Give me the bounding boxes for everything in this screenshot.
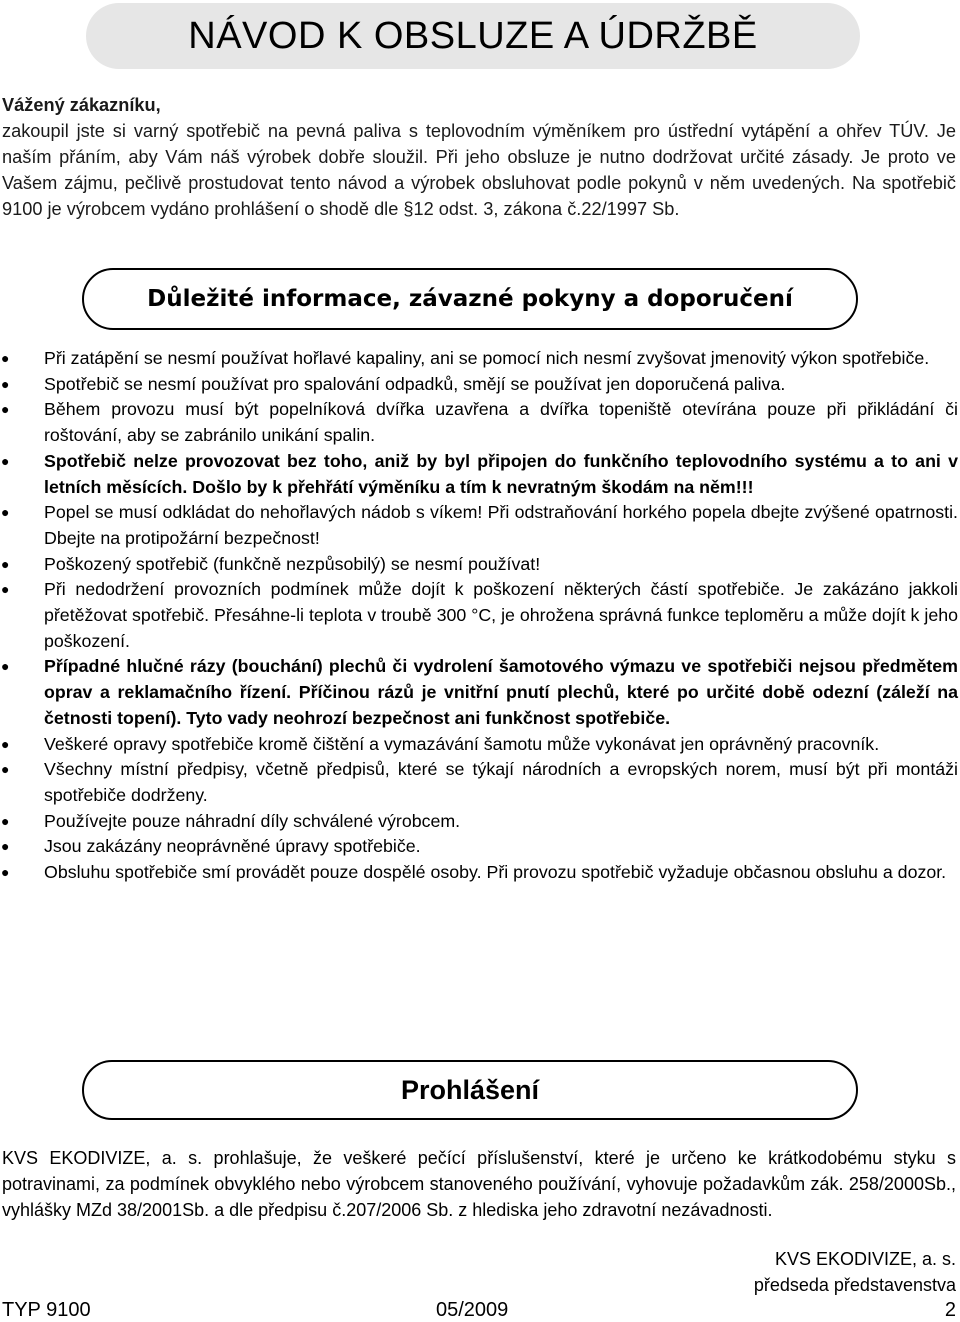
list-item — [0, 346, 958, 372]
list-item-text: Spotřebič se nesmí používat pro spalování odpadků, smějí se používat jen doporučená paliva. — [44, 373, 786, 394]
list-item-text: Během provozu musí být popelníková dvířka uzavřena a dvířka topeniště otevírána pouze při přikládání či roštování, aby se zabránilo unikání spalin. — [44, 399, 958, 446]
declaration-text: KVS EKODIVIZE, a. s. prohlašuje, že veškeré pečící příslušenství, které je určeno ke krátkodobému styku s potravinami, za podmínek obvyklého nebo výrobcem stanoveného používání, vyhovuje požadavkům zák. 258/2000Sb., vyhlášky MZd 38/2001Sb. a dle předpisu č.207/2006 Sb. z hlediska jeho zdravotní nezávadnosti. — [2, 1148, 956, 1220]
list-item — [0, 397, 958, 448]
list-item-text: Veškeré opravy spotřebiče kromě čištění a vymazávání šamotu může vykonávat jen oprávněný pracovník. — [44, 733, 880, 754]
list-item — [0, 552, 958, 578]
footer-page-number: 2 — [944, 1299, 956, 1321]
bullet-icon: ● — [1, 735, 10, 752]
list-item — [0, 500, 958, 551]
important-list — [0, 346, 958, 886]
list-item-text: Při nedodržení provozních podmínek může dojít k poškození některých částí spotřebiče. Je zakázáno jakkoli přetěžovat spotřebič. Přesáhne-li teplota v troubě 300 °C, je ohrožena správná funkce teploměru a může dojít k jeho poškození. — [44, 579, 958, 651]
list-item-text: Poškozený spotřebič (funkčně nezpůsobilý) se nesmí používat! — [44, 553, 541, 574]
list-item — [0, 809, 958, 835]
bullet-icon: ● — [1, 504, 10, 521]
intro-text: zakoupil jste si varný spotřebič na pevná paliva s teplovodním výměníkem pro ústřední vytápění a ohřev TÚV. Je naším přáním, aby Vám náš výrobek dobře sloužil. Při jeho obsluze je nutno dodržovat určité zásady. Je proto ve Vašem zájmu, pečlivě prostudovat tento návod a výrobek obsluhovat podle pokynů v něm uvedených. Na spotřebič 9100 je výrobcem vydáno prohlášení o shodě dle §12 odst. 3, zákona č.22/1997 Sb. — [2, 121, 956, 219]
title-banner — [86, 3, 860, 69]
bullet-icon: ● — [1, 761, 10, 778]
list-item — [0, 834, 958, 860]
bullet-icon: ● — [1, 401, 10, 418]
list-item — [0, 757, 958, 808]
declaration-heading-box — [82, 1060, 858, 1120]
bullet-icon: ● — [1, 350, 10, 366]
bullet-icon: ● — [1, 375, 10, 392]
list-item — [0, 577, 958, 654]
signature-block — [754, 1247, 956, 1298]
footer-date: 05/2009 — [436, 1299, 509, 1321]
footer-model: TYP 9100 — [2, 1299, 91, 1321]
bullet-icon: ● — [1, 452, 10, 469]
bullet-icon: ● — [1, 555, 10, 572]
page-title: NÁVOD K OBSLUZE A ÚDRŽBĚ — [188, 14, 758, 57]
important-heading-box — [82, 268, 858, 330]
bullet-icon: ● — [1, 658, 10, 675]
list-item-text: Popel se musí odkládat do nehořlavých nádob s víkem! Při odstraňování horkého popela dbejte zvýšené opatrnosti. Dbejte na protipožární bezpečnost! — [44, 502, 958, 548]
bullet-icon: ● — [1, 864, 10, 881]
declaration-heading: Prohlášení — [400, 1074, 540, 1105]
list-item-text: Případné hlučné rázy (bouchání) plechů či vydrolení šamotového výmazu ve spotřebiči nejsou předmětem oprav a reklamačního řízení. Příčinou rázů je vnitřní pnutí plechů, které po určité době odezní (záleží na četnosti topení). Tyto vady neohrozí bezpečnost ani funkčnost spotřebiče. — [44, 656, 958, 728]
greeting: Vážený zákazníku, — [2, 95, 161, 115]
bullet-icon: ● — [1, 838, 10, 855]
list-item — [0, 372, 958, 398]
bullet-icon: ● — [1, 812, 10, 829]
list-item — [0, 732, 958, 758]
list-item-text: Při zatápění se nesmí používat hořlavé kapaliny, ani se pomocí nich nesmí zvyšovat jmenovitý výkon spotřebiče. — [44, 348, 930, 368]
list-item — [0, 449, 958, 500]
bullet-icon: ● — [1, 581, 10, 598]
list-item-text: Všechny místní předpisy, včetně předpisů, které se týkají národních a evropských norem, musí být při montáži spotřebiče dodrženy. — [44, 759, 958, 805]
list-item — [0, 654, 958, 731]
signature-company: KVS EKODIVIZE, a. s. — [774, 1249, 956, 1269]
signature-title: předseda představenstva — [753, 1274, 956, 1295]
important-heading: Důležité informace, závazné pokyny a doporučení — [147, 286, 793, 312]
list-item-text: Obsluhu spotřebiče smí provádět pouze dospělé osoby. Při provozu spotřebič vyžaduje občasnou obsluhu a dozor. — [44, 862, 947, 883]
list-item-text: Spotřebič nelze provozovat bez toho, aniž by byl připojen do funkčního teplovodního systému a to ani v letních měsících. Došlo by k přehřátí výměníku a tím k nevratným škodám na něm!!! — [44, 450, 958, 497]
list-item-text: Jsou zakázány neoprávněné úpravy spotřebiče. — [44, 836, 421, 857]
list-item — [0, 860, 958, 886]
list-item-text: Používejte pouze náhradní díly schválené výrobcem. — [44, 810, 461, 831]
intro-section — [2, 92, 956, 222]
